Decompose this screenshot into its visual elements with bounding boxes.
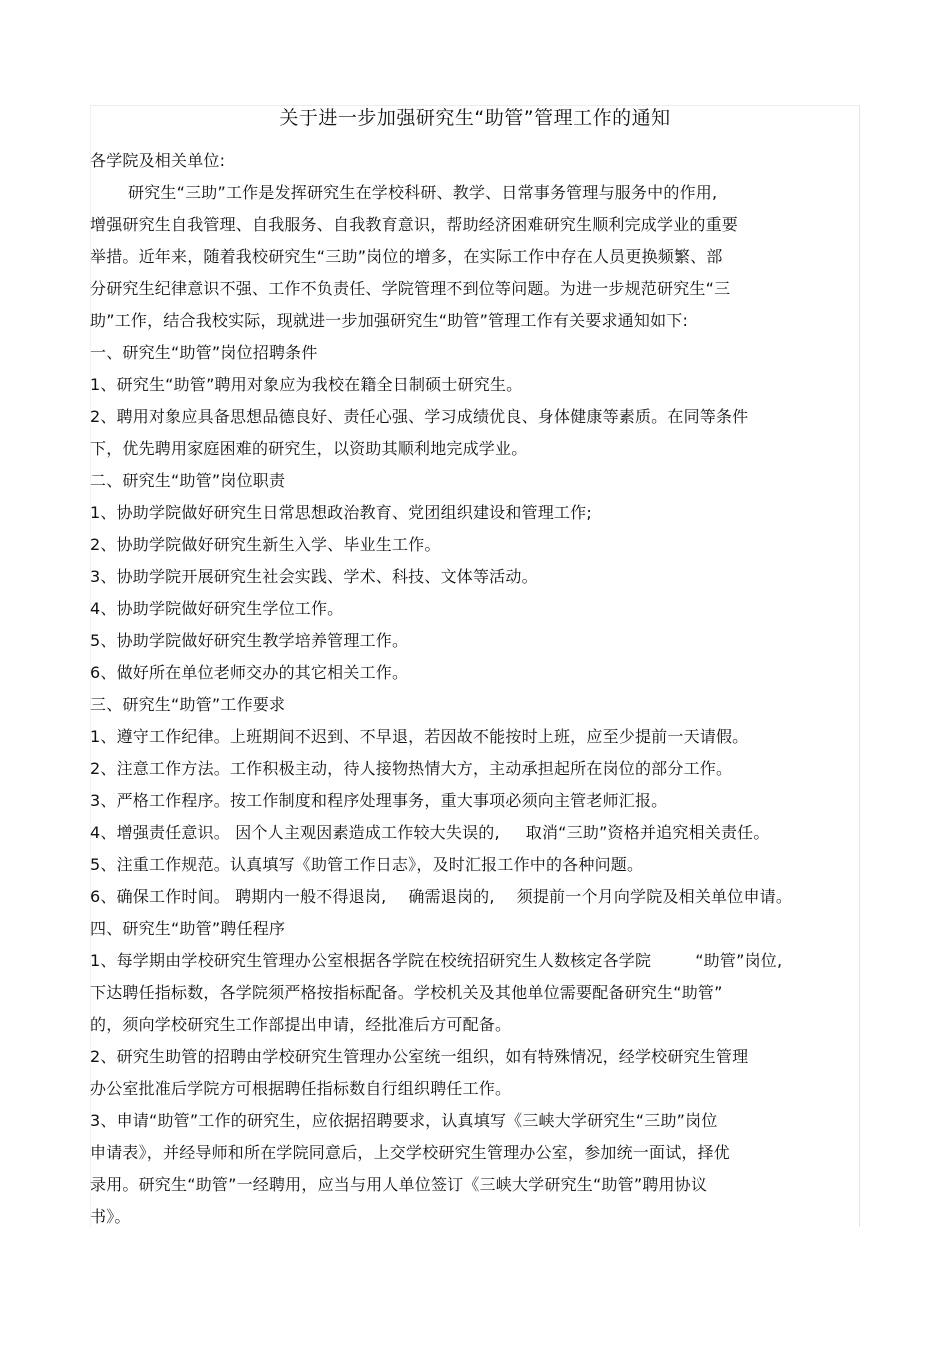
body-line: 3、申请“助管”工作的研究生，应依据招聘要求，认真填写《三峡大学研究生“三助”岗位 <box>90 1111 718 1130</box>
body-line: 2、协助学院做好研究生新生入学、毕业生工作。 <box>90 535 441 554</box>
body-line: 下达聘任指标数，各学院须严格按指标配备。学校机关及其他单位需要配备研究生“助管” <box>90 983 723 1002</box>
intro-line: 分研究生纪律意识不强、工作不负责任、学院管理不到位等问题。为进一步规范研究生“三 <box>90 279 731 298</box>
intro-line: 研究生“三助”工作是发挥研究生在学校科研、教学、日常事务管理与服务中的作用, <box>128 183 718 202</box>
body-line: 5、协助学院做好研究生教学培养管理工作。 <box>90 631 409 650</box>
intro-line: 助”工作，结合我校实际，现就进一步加强研究生“助管”管理工作有关要求通知如下: <box>90 311 689 330</box>
text-segment: 1、每学期由学校研究生管理办公室根据各学院在校统招研究生人数核定各学院 <box>90 951 652 970</box>
body-line: 3、严格工作程序。按工作制度和程序处理事务，重大事项必须向主管老师汇报。 <box>90 791 668 810</box>
text-segment: 须提前一个月向学院及相关单位申请。 <box>516 887 793 906</box>
body-line: 3、协助学院开展研究生社会实践、学术、科技、文体等活动。 <box>90 567 538 586</box>
document-title: 关于进一步加强研究生“助管”管理工作的通知 <box>279 107 671 129</box>
section-heading: 四、研究生“助管”聘任程序 <box>90 919 286 938</box>
body-line: 2、注意工作方法。工作积极主动，待人接物热情大方，主动承担起所在岗位的部分工作。 <box>90 759 733 778</box>
body-line: 4、协助学院做好研究生学位工作。 <box>90 599 344 618</box>
body-line: 1、协助学院做好研究生日常思想政治教育、党团组织建设和管理工作; <box>90 503 592 522</box>
section-heading: 一、研究生“助管”岗位招聘条件 <box>90 343 318 362</box>
text-segment: 取消“三助”资格并追究相关责任。 <box>525 823 770 842</box>
body-line: 下，优先聘用家庭困难的研究生，以资助其顺利地完成学业。 <box>90 439 528 458</box>
body-line: 2、聘用对象应具备思想品德良好、责任心强、学习成绩优良、身体健康等素质。在同等条件 <box>90 407 749 426</box>
body-line: 6、做好所在单位老师交办的其它相关工作。 <box>90 663 409 682</box>
text-segment: 6、确保工作时间。 聘期内一般不得退岗, <box>90 887 387 906</box>
text-segment: “助管”岗位, <box>695 951 783 970</box>
body-line <box>90 886 792 908</box>
body-line: 2、研究生助管的招聘由学校研究生管理办公室统一组织，如有特殊情况，经学校研究生管理 <box>90 1047 749 1066</box>
body-line: 办公室批准后学院方可根据聘任指标数自行组织聘任工作。 <box>90 1079 512 1098</box>
salutation: 各学院及相关单位: <box>90 151 226 170</box>
body-line: 书》。 <box>90 1207 131 1226</box>
text-segment: 4、增强责任意识。 因个人主观因素造成工作较大失误的, <box>90 823 500 842</box>
intro-line: 举措。近年来，随着我校研究生“三助”岗位的增多，在实际工作中存在人员更换频繁、部 <box>90 247 723 266</box>
body-line: 申请表》，并经导师和所在学院同意后，上交学校研究生管理办公室，参加统一面试，择优 <box>90 1143 731 1162</box>
text-segment: 确需退岗的, <box>408 887 495 906</box>
body-line: 录用。研究生“助管”一经聘用，应当与用人单位签订《三峡大学研究生“助管”聘用协议 <box>90 1175 708 1194</box>
body-line: 的，须向学校研究生工作部提出申请，经批准后方可配备。 <box>90 1015 512 1034</box>
body-line: 5、注重工作规范。认真填写《助管工作日志》，及时汇报工作中的各种问题。 <box>90 855 644 874</box>
body-line <box>90 822 770 844</box>
section-heading: 二、研究生“助管”岗位职责 <box>90 471 286 490</box>
body-line: 1、遵守工作纪律。上班期间不迟到、不早退，若因故不能按时上班，应至少提前一天请假。 <box>90 727 749 746</box>
section-heading: 三、研究生“助管”工作要求 <box>90 695 286 714</box>
body-line: 1、研究生“助管”聘用对象应为我校在籍全日制硕士研究生。 <box>90 375 523 394</box>
intro-line: 增强研究生自我管理、自我服务、自我教育意识，帮助经济困难研究生顺利完成学业的重要 <box>90 215 739 234</box>
body-line <box>90 950 782 972</box>
